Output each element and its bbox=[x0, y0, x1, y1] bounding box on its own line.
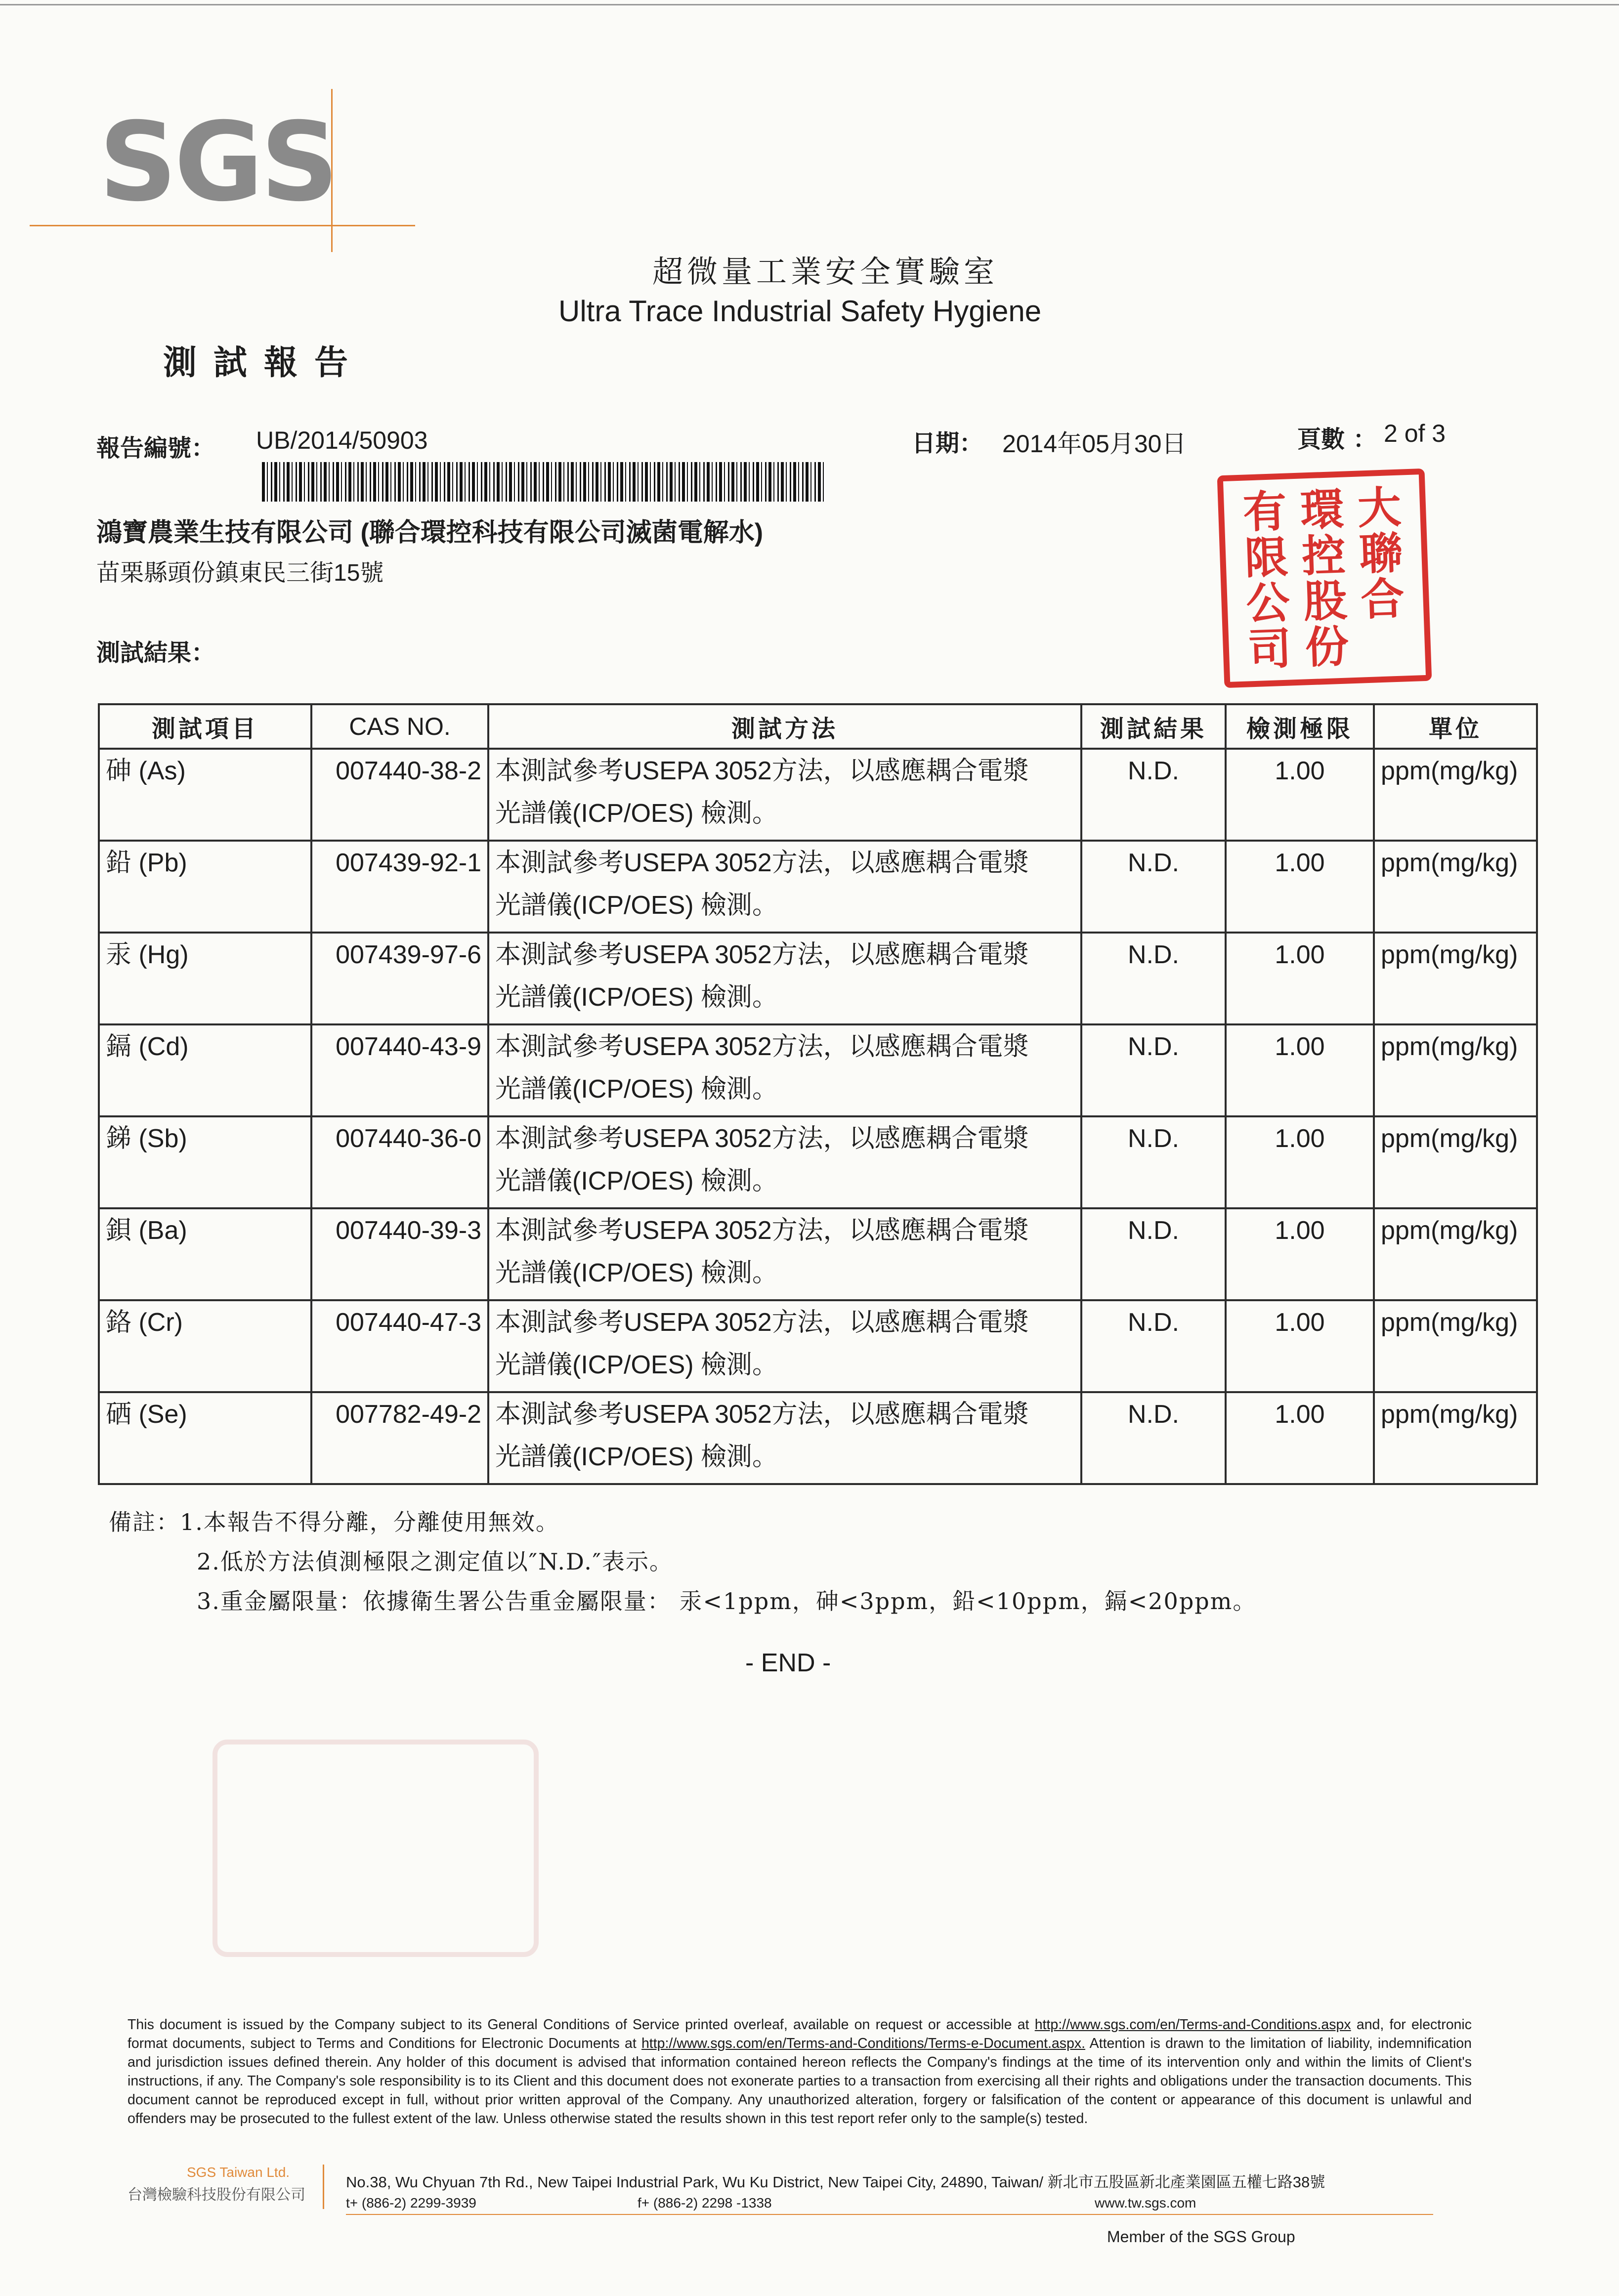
e-document-terms-link[interactable]: http://www.sgs.com/en/Terms-and-Conditions/Terms-e-Document.aspx. bbox=[641, 2036, 1086, 2051]
seal-char: 限 bbox=[1243, 531, 1289, 584]
cell-cas: 007440-39-3 bbox=[311, 1208, 488, 1300]
remark-line-3: 3.重金屬限量：依據衛生署公告重金屬限量： 汞<1ppm，砷<3ppm，鉛<10ppm，鎘<20ppm。 bbox=[197, 1588, 1257, 1615]
cell-unit: ppm(mg/kg) bbox=[1374, 933, 1537, 1024]
table-header-row bbox=[99, 704, 1537, 749]
disclaimer-text-2: and, for electronic format documents, subject to Terms and Conditions for Electronic Documents at bbox=[128, 2017, 1472, 2051]
faint-sgs-stamp bbox=[213, 1740, 539, 1957]
cell-item: 鉻 (Cr) bbox=[99, 1300, 311, 1392]
col-header-cas: CAS NO. bbox=[311, 704, 488, 749]
document-title: 測試報告 bbox=[163, 343, 365, 383]
remark-line-1: 備註：1.本報告不得分離，分離使用無效。 bbox=[109, 1509, 559, 1535]
cell-unit: ppm(mg/kg) bbox=[1374, 1208, 1537, 1300]
cell-cas: 007440-43-9 bbox=[311, 1024, 488, 1116]
cell-unit: ppm(mg/kg) bbox=[1374, 841, 1537, 933]
cell-cas: 007440-38-2 bbox=[311, 749, 488, 841]
cell-cas: 007440-36-0 bbox=[311, 1116, 488, 1208]
seal-char bbox=[1355, 621, 1413, 668]
cell-limit: 1.00 bbox=[1226, 841, 1374, 933]
col-header-method: 測試方法 bbox=[488, 704, 1081, 749]
seal-char: 聯 bbox=[1358, 527, 1404, 580]
cell-unit: ppm(mg/kg) bbox=[1374, 1392, 1537, 1484]
seal-char: 公 bbox=[1245, 576, 1291, 630]
table-row bbox=[99, 749, 1537, 841]
seal-char: 司 bbox=[1247, 622, 1292, 676]
cell-limit: 1.00 bbox=[1226, 1116, 1374, 1208]
cell-limit: 1.00 bbox=[1226, 1024, 1374, 1116]
cell-result: N.D. bbox=[1081, 841, 1226, 933]
logo-vertical-rule bbox=[331, 89, 333, 252]
col-header-result: 測試結果 bbox=[1081, 704, 1226, 749]
col-header-item: 測試項目 bbox=[99, 704, 311, 749]
report-number: UB/2014/50903 bbox=[256, 426, 428, 454]
cell-item: 鋇 (Ba) bbox=[99, 1208, 311, 1300]
terms-link[interactable]: http://www.sgs.com/en/Terms-and-Conditions.aspx bbox=[1034, 2017, 1351, 2033]
cell-unit: ppm(mg/kg) bbox=[1374, 1024, 1537, 1116]
disclaimer-text-3: Attention is drawn to the limitation of liability, indemnification and jurisdiction issues defined therein. Any holder of this document is advised that information contained hereon reflects the Company's findings at the time of its intervention only and within the limits of Client's instructions, if any. The Company's sole responsibility is to its Client and this document does not exonerate parties to a transaction from exercising all their rights and obligations under the transaction documents. This document cannot be reproduced except in full, without prior written approval of the Company. Any unauthorized alteration, forgery or falsification of the content or appearance of this document is unlawful and offenders may be prosecuted to the fullest extent of the law. Unless otherwise stated the results shown in this test report refer only to the sample(s) tested. bbox=[128, 2036, 1472, 2126]
method-line-2: 光譜儀(ICP/OES) 檢測。 bbox=[495, 1443, 778, 1471]
cell-item: 銻 (Sb) bbox=[99, 1116, 311, 1208]
company-seal-stamp bbox=[1217, 468, 1432, 688]
footer-address: No.38, Wu Chyuan 7th Rd., New Taipei Industrial Park, Wu Ku District, New Taipei City, 24890, Taiwan/ 新北市五股區新北產業園區五權七路38號 bbox=[346, 2173, 1325, 2191]
cell-item: 砷 (As) bbox=[99, 749, 311, 841]
cell-limit: 1.00 bbox=[1226, 1208, 1374, 1300]
table-row bbox=[99, 841, 1537, 933]
method-line-1: 本測試參考USEPA 3052方法，以感應耦合電漿 bbox=[495, 1400, 1029, 1429]
method-line-1: 本測試參考USEPA 3052方法，以感應耦合電漿 bbox=[495, 757, 1029, 785]
method-line-1: 本測試參考USEPA 3052方法，以感應耦合電漿 bbox=[495, 1032, 1029, 1061]
top-rule bbox=[0, 4, 1619, 5]
seal-char: 有 bbox=[1242, 485, 1288, 538]
cell-method bbox=[488, 1208, 1081, 1300]
cell-cas: 007782-49-2 bbox=[311, 1392, 488, 1484]
cell-method bbox=[488, 1392, 1081, 1484]
remark-line-2: 2.低於方法偵測極限之測定值以″N.D.″表示。 bbox=[197, 1548, 674, 1575]
end-marker: - END - bbox=[745, 1649, 831, 1677]
col-header-limit: 檢測極限 bbox=[1226, 704, 1374, 749]
method-line-1: 本測試參考USEPA 3052方法，以感應耦合電漿 bbox=[495, 1308, 1029, 1337]
seal-char: 環 bbox=[1299, 483, 1345, 536]
sgs-logo: SGS bbox=[99, 99, 336, 225]
method-line-1: 本測試參考USEPA 3052方法，以感應耦合電漿 bbox=[495, 940, 1029, 969]
table-row bbox=[99, 933, 1537, 1024]
cell-limit: 1.00 bbox=[1226, 933, 1374, 1024]
test-results-label: 測試結果： bbox=[96, 639, 215, 667]
footer-rule bbox=[346, 2214, 1433, 2215]
page-label: 頁數 ： bbox=[1297, 425, 1377, 453]
col-header-unit: 單位 bbox=[1374, 704, 1537, 749]
seal-char: 大 bbox=[1357, 481, 1402, 534]
table-row bbox=[99, 1300, 1537, 1392]
cell-method bbox=[488, 1024, 1081, 1116]
method-line-2: 光譜儀(ICP/OES) 檢測。 bbox=[495, 983, 778, 1012]
footer-member: Member of the SGS Group bbox=[1107, 2228, 1295, 2246]
method-line-2: 光譜儀(ICP/OES) 檢測。 bbox=[495, 1259, 778, 1287]
cell-result: N.D. bbox=[1081, 1116, 1226, 1208]
cell-limit: 1.00 bbox=[1226, 1392, 1374, 1484]
cell-item: 硒 (Se) bbox=[99, 1392, 311, 1484]
cell-unit: ppm(mg/kg) bbox=[1374, 749, 1537, 841]
footer-company bbox=[128, 2165, 305, 2204]
method-line-1: 本測試參考USEPA 3052方法，以感應耦合電漿 bbox=[495, 1124, 1029, 1153]
cell-item: 汞 (Hg) bbox=[99, 933, 311, 1024]
results-table bbox=[98, 703, 1538, 1485]
cell-item: 鉛 (Pb) bbox=[99, 841, 311, 933]
cell-result: N.D. bbox=[1081, 933, 1226, 1024]
cell-unit: ppm(mg/kg) bbox=[1374, 1116, 1537, 1208]
seal-char: 份 bbox=[1304, 620, 1350, 674]
lab-name-english: Ultra Trace Industrial Safety Hygiene bbox=[558, 295, 1042, 328]
client-company: 鴻寶農業生技有限公司 (聯合環控科技有限公司滅菌電解水) bbox=[96, 518, 764, 547]
footer-disclaimer bbox=[128, 2015, 1472, 2128]
remarks bbox=[109, 1502, 1256, 1621]
cell-result: N.D. bbox=[1081, 1208, 1226, 1300]
cell-result: N.D. bbox=[1081, 749, 1226, 841]
date-label: 日期： bbox=[912, 429, 983, 457]
report-number-label: 報告編號： bbox=[96, 434, 215, 462]
footer-telephone: t+ (886-2) 2299-3939 bbox=[346, 2195, 476, 2211]
cell-cas: 007439-97-6 bbox=[311, 933, 488, 1024]
barcode bbox=[262, 462, 825, 502]
method-line-1: 本測試參考USEPA 3052方法，以感應耦合電漿 bbox=[495, 849, 1029, 877]
footer-fax: f+ (886-2) 2298 -1338 bbox=[638, 2195, 772, 2211]
method-line-2: 光譜儀(ICP/OES) 檢測。 bbox=[495, 1167, 778, 1195]
footer-separator bbox=[323, 2165, 324, 2209]
cell-result: N.D. bbox=[1081, 1392, 1226, 1484]
method-line-2: 光譜儀(ICP/OES) 檢測。 bbox=[495, 1075, 778, 1104]
seal-char: 合 bbox=[1360, 572, 1406, 626]
page-number: 2 of 3 bbox=[1384, 420, 1446, 447]
method-line-2: 光譜儀(ICP/OES) 檢測。 bbox=[495, 891, 778, 920]
method-line-2: 光譜儀(ICP/OES) 檢測。 bbox=[495, 799, 778, 828]
cell-method bbox=[488, 1116, 1081, 1208]
cell-result: N.D. bbox=[1081, 1024, 1226, 1116]
cell-method bbox=[488, 1300, 1081, 1392]
cell-method bbox=[488, 933, 1081, 1024]
report-date: 2014年05月30日 bbox=[1002, 430, 1187, 458]
seal-char: 股 bbox=[1302, 574, 1348, 628]
method-line-2: 光譜儀(ICP/OES) 檢測。 bbox=[495, 1351, 778, 1379]
table-row bbox=[99, 1208, 1537, 1300]
cell-result: N.D. bbox=[1081, 1300, 1226, 1392]
seal-char: 控 bbox=[1301, 529, 1347, 582]
logo-horizontal-rule bbox=[30, 225, 415, 226]
table-row bbox=[99, 1392, 1537, 1484]
cell-method bbox=[488, 841, 1081, 933]
cell-cas: 007440-47-3 bbox=[311, 1300, 488, 1392]
cell-cas: 007439-92-1 bbox=[311, 841, 488, 933]
cell-item: 鎘 (Cd) bbox=[99, 1024, 311, 1116]
method-line-1: 本測試參考USEPA 3052方法，以感應耦合電漿 bbox=[495, 1216, 1029, 1245]
lab-name-chinese: 超微量工業安全實驗室 bbox=[652, 254, 999, 290]
cell-unit: ppm(mg/kg) bbox=[1374, 1300, 1537, 1392]
client-address: 苗栗縣頭份鎮東民三街15號 bbox=[96, 560, 384, 586]
disclaimer-text-1: This document is issued by the Company subject to its General Conditions of Service printed overleaf, available on request or accessible at bbox=[128, 2017, 1035, 2033]
cell-limit: 1.00 bbox=[1226, 749, 1374, 841]
footer-website[interactable]: www.tw.sgs.com bbox=[1095, 2195, 1196, 2211]
cell-method bbox=[488, 749, 1081, 841]
table-row bbox=[99, 1116, 1537, 1208]
table-row bbox=[99, 1024, 1537, 1116]
footer-company-zh: 台灣檢驗科技股份有限公司 bbox=[128, 2187, 305, 2203]
cell-limit: 1.00 bbox=[1226, 1300, 1374, 1392]
footer-company-en: SGS Taiwan Ltd. bbox=[187, 2165, 290, 2180]
